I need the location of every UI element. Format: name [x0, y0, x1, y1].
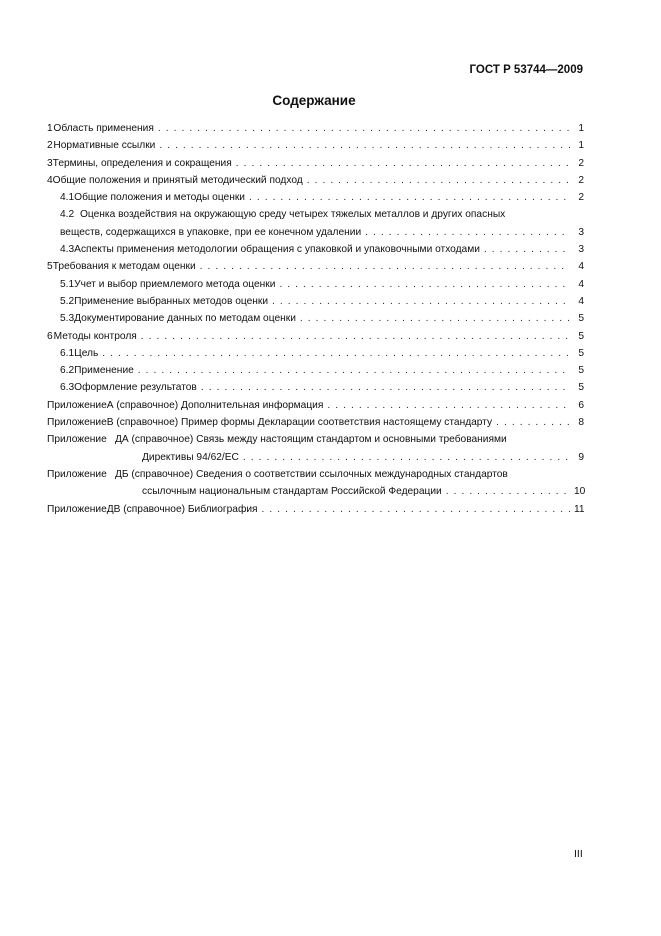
- toc-entry-5[interactable]: [47, 258, 584, 275]
- toc-num: 5.3: [60, 313, 75, 325]
- toc-text: Применение: [74, 365, 134, 377]
- leader-dots: [365, 224, 570, 241]
- toc-text-continued: Директивы 94/62/ЕС: [142, 451, 239, 463]
- appendix-label: Приложение: [47, 468, 107, 480]
- toc-page: 5: [578, 330, 584, 342]
- leader-dots: [272, 293, 570, 310]
- toc-page: 4: [578, 295, 584, 307]
- toc-text: Аспекты применения методологии обращения с упаковкой и упаковочными отходами: [74, 244, 480, 256]
- toc-text: ДА (справочное) Связь между настоящим стандартом и основными требованиями: [115, 434, 507, 446]
- toc-appendix-db[interactable]: [47, 466, 584, 501]
- toc-text: Общие положения и методы оценки: [74, 192, 245, 204]
- leader-dots: [262, 501, 570, 518]
- toc-num: 4.3: [60, 244, 75, 256]
- toc-page: 2: [578, 157, 584, 169]
- toc-text: Документирование данных по методам оценки: [74, 313, 296, 325]
- appendix-label: Приложение: [47, 434, 107, 446]
- leader-dots: [201, 379, 570, 396]
- toc-num: 4.2: [60, 209, 75, 221]
- toc-entry-4[interactable]: [47, 172, 584, 189]
- appendix-label: Приложение: [47, 503, 107, 515]
- toc-entry-6-3[interactable]: [47, 379, 584, 396]
- toc-text-continued: ссылочным национальным стандартам Российской Федерации: [142, 486, 442, 498]
- toc-text: Нормативные ссылки: [53, 140, 156, 152]
- toc-num: 3: [47, 157, 53, 169]
- toc-text: Оформление результатов: [74, 382, 197, 394]
- toc-num: 5.1: [60, 278, 75, 290]
- toc-page: 2: [578, 192, 584, 204]
- toc-entry-2[interactable]: [47, 137, 584, 154]
- toc-text: Оценка воздействия на окружающую среду четырех тяжелых металлов и других опасных: [80, 209, 506, 221]
- toc-text: Термины, определения и сокращения: [52, 157, 232, 169]
- toc-page: 2: [578, 174, 584, 186]
- table-of-contents: [47, 120, 584, 518]
- toc-entry-6-1[interactable]: [47, 345, 584, 362]
- leader-dots: [158, 120, 570, 137]
- leader-dots: [102, 345, 570, 362]
- leader-dots: [300, 310, 570, 327]
- leader-dots: [200, 258, 570, 275]
- toc-text: ДВ (справочное) Библиография: [106, 503, 258, 515]
- toc-text: А (справочное) Дополнительная информация: [106, 399, 324, 411]
- leader-dots: [307, 172, 570, 189]
- leader-dots: [159, 137, 570, 154]
- toc-text: Применение выбранных методов оценки: [74, 295, 269, 307]
- toc-text: Учет и выбор приемлемого метода оценки: [74, 278, 276, 290]
- leader-dots: [446, 483, 570, 500]
- toc-page: 5: [578, 382, 584, 394]
- toc-num: 6.1: [60, 347, 75, 359]
- page-number: III: [574, 848, 583, 860]
- toc-num: 2: [47, 140, 53, 152]
- leader-dots: [236, 155, 570, 172]
- toc-num: 6.2: [60, 365, 75, 377]
- toc-page: 1: [578, 140, 584, 152]
- toc-appendix-dv[interactable]: [47, 501, 584, 518]
- leader-dots: [138, 362, 570, 379]
- leader-dots: [141, 328, 570, 345]
- toc-page: 1: [578, 123, 584, 134]
- toc-entry-6[interactable]: [47, 328, 584, 345]
- leader-dots: [496, 414, 570, 431]
- appendix-label: Приложение: [47, 399, 107, 411]
- toc-page: 5: [578, 365, 584, 377]
- toc-page: 8: [578, 417, 584, 429]
- standard-code: ГОСТ Р 53744—2009: [469, 64, 583, 76]
- toc-text: В (справочное) Пример формы Декларации соответствия настоящему стандарту: [106, 417, 493, 429]
- toc-num: 4.1: [60, 192, 75, 204]
- toc-text: Требования к методам оценки: [52, 261, 196, 273]
- toc-page: 11: [574, 503, 585, 515]
- toc-page: 3: [578, 244, 584, 256]
- toc-entry-4-3[interactable]: [47, 241, 584, 258]
- toc-appendix-da[interactable]: [47, 431, 584, 466]
- toc-page: 4: [578, 261, 584, 273]
- leader-dots: [249, 189, 570, 206]
- toc-page: 10: [574, 486, 586, 498]
- toc-num: 1: [47, 123, 53, 134]
- leader-dots: [243, 449, 570, 466]
- toc-entry-4-1[interactable]: [47, 189, 584, 206]
- toc-entry-5-1[interactable]: [47, 276, 584, 293]
- toc-page: 9: [578, 451, 584, 463]
- toc-entry-3[interactable]: [47, 155, 584, 172]
- leader-dots: [279, 276, 570, 293]
- toc-num: 6.3: [60, 382, 75, 394]
- toc-entry-4-2[interactable]: [47, 206, 584, 241]
- toc-page: 5: [578, 347, 584, 359]
- toc-num: 4: [47, 174, 53, 186]
- toc-appendix-b[interactable]: [47, 414, 584, 431]
- toc-page: 4: [578, 278, 584, 290]
- toc-title: Содержание: [272, 93, 356, 108]
- toc-text: Методы контроля: [53, 330, 137, 342]
- toc-entry-6-2[interactable]: [47, 362, 584, 379]
- leader-dots: [484, 241, 570, 258]
- toc-num: 5: [47, 261, 53, 273]
- toc-num: 5.2: [60, 295, 75, 307]
- toc-text: Общие положения и принятый методический подход: [52, 174, 303, 186]
- toc-entry-5-3[interactable]: [47, 310, 584, 327]
- toc-text-continued: веществ, содержащихся в упаковке, при ее конечном удалении: [60, 226, 362, 238]
- toc-text: Область применения: [53, 123, 154, 134]
- toc-num: 6: [47, 330, 53, 342]
- appendix-label: Приложение: [47, 417, 107, 429]
- toc-entry-5-2[interactable]: [47, 293, 584, 310]
- toc-page: 3: [578, 226, 584, 238]
- toc-text: Цель: [74, 347, 99, 359]
- toc-text: ДБ (справочное) Сведения о соответствии ссылочных международных стандартов: [115, 468, 508, 480]
- toc-appendix-a[interactable]: [47, 397, 584, 414]
- leader-dots: [327, 397, 570, 414]
- toc-page: 5: [578, 313, 584, 325]
- toc-entry-1[interactable]: [47, 120, 584, 137]
- toc-page: 6: [578, 399, 584, 411]
